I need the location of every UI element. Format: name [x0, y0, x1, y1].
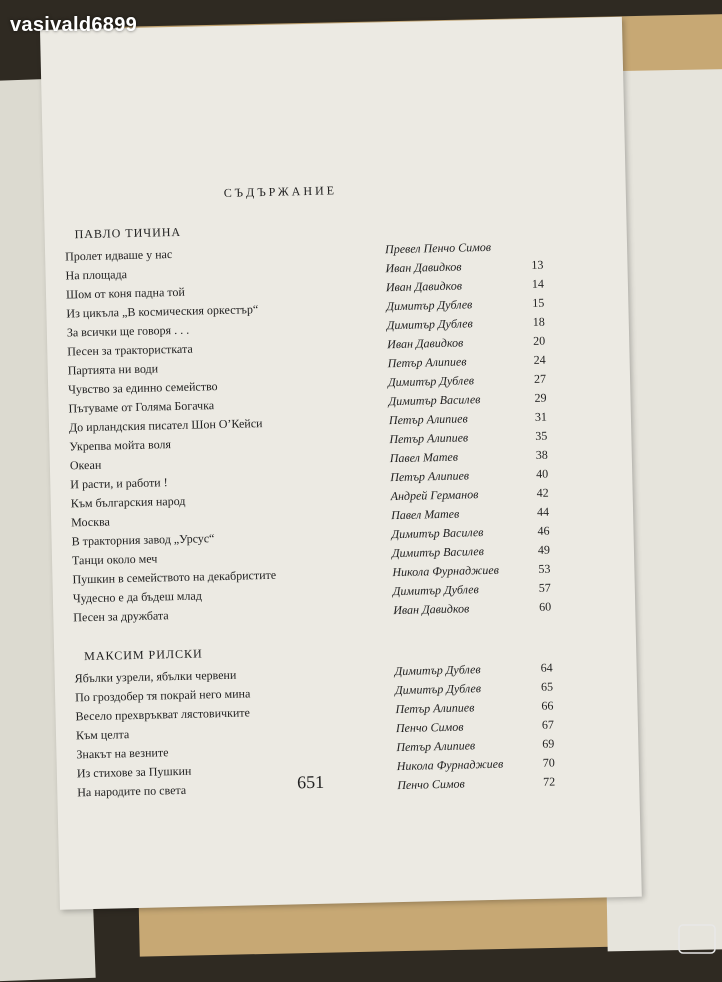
entry-title: На народите по света: [77, 782, 187, 800]
entry-translator: Никола Фурнаджиев: [396, 756, 504, 774]
entry-title: Укрепва мойта воля: [69, 437, 172, 454]
entry-translator: Пенчо Симов: [395, 719, 464, 736]
entry-page: 49: [537, 542, 551, 557]
entry-title: Танци около меч: [71, 551, 158, 568]
entry-translator: Петър Алипиев: [395, 700, 475, 717]
entry-page: 13: [531, 257, 544, 272]
entry-title: Песен за трактористката: [67, 341, 193, 359]
entry-translator: Иван Давидков: [385, 259, 462, 276]
entry-translator: Павел Матев: [389, 449, 459, 466]
entry-title: Москва: [71, 514, 111, 530]
entry-page: 24: [533, 352, 546, 367]
entry-translator: Димитър Дублев: [386, 316, 473, 333]
entry-page: 57: [538, 580, 551, 595]
entry-page: 64: [540, 660, 553, 675]
entry-translator: Петър Алипиев: [389, 430, 469, 447]
entry-page: 72: [543, 774, 556, 789]
entry-title: Шом от коня падна той: [65, 284, 185, 302]
entry-page: 18: [532, 314, 545, 329]
bazar-logo-icon: [678, 924, 716, 954]
entry-title: Песен за дружбата: [73, 608, 169, 625]
entry-page: 40: [536, 466, 549, 481]
entry-title: Из стихове за Пушкин: [76, 763, 192, 781]
entry-translator: Димитър Дублев: [394, 662, 481, 679]
entry-translator: Петър Алипиев: [390, 468, 470, 485]
entry-title: Към целта: [75, 727, 130, 743]
entry-page: 44: [536, 504, 550, 519]
section-author-heading: МАКСИМ РИЛСКИ: [84, 646, 203, 664]
entry-translator: Иван Давидков: [385, 278, 463, 295]
entry-translator: Иван Давидков: [387, 335, 464, 352]
entry-title: Из цикъла „В космическия оркестър“: [66, 302, 259, 321]
entry-translator: Димитър Дублев: [392, 582, 479, 599]
entry-page: 66: [541, 698, 554, 713]
entry-page: 35: [535, 428, 548, 443]
entry-translator: Петър Алипиев: [387, 354, 467, 371]
entry-title: Пролет идваше у нас: [64, 247, 173, 264]
entry-page: 29: [534, 390, 547, 405]
entry-title: Чувство за единно семейство: [68, 379, 218, 397]
entry-page: 15: [532, 295, 545, 310]
entry-page: 67: [541, 717, 555, 732]
book-page: [40, 17, 642, 910]
entry-title: На площада: [65, 267, 128, 283]
entry-translator: Димитър Василев: [391, 544, 485, 561]
toc-heading: СЪДЪРЖАНИЕ: [223, 183, 338, 200]
entry-page: 46: [537, 523, 550, 538]
entry-translator: Андрей Германов: [390, 487, 479, 504]
entry-title: За всички ще говоря . . .: [66, 322, 190, 340]
entry-page: 69: [542, 736, 555, 751]
section-author-heading: ПАВЛО ТИЧИНА: [74, 224, 182, 242]
entry-translator: Пенчо Симов: [397, 776, 465, 793]
entry-title: По гроздобер тя покрай него мина: [74, 686, 251, 705]
entry-translator: Димитър Дублев: [394, 681, 482, 698]
entry-title: Океан: [69, 457, 102, 473]
entry-page: 31: [534, 409, 548, 424]
entry-title: До ирландския писател Шон О’Кейси: [68, 416, 263, 435]
entry-page: 27: [533, 371, 547, 386]
entry-title: Партията ни води: [67, 361, 159, 378]
entry-translator: Димитър Дублев: [387, 373, 475, 390]
entry-title: Към българския народ: [70, 493, 186, 511]
page-number: 651: [296, 771, 325, 793]
entry-translator: Иван Давидков: [393, 601, 470, 618]
entry-page: 53: [538, 561, 551, 576]
entry-page: 20: [533, 333, 546, 348]
entry-page: 38: [535, 447, 548, 462]
bazar-logo: [678, 924, 716, 954]
entry-title: Чудесно е да бъдеш млад: [72, 588, 203, 606]
entry-translator: Павел Матев: [390, 506, 460, 523]
seller-watermark: vasivald6899: [10, 14, 138, 36]
entry-translator: Никола Фурнаджиев: [392, 562, 499, 580]
entry-translator: Петър Алипиев: [396, 738, 476, 755]
entry-page: 70: [542, 755, 555, 770]
entry-page: 42: [536, 485, 549, 500]
entry-translator: Димитър Василев: [388, 392, 481, 409]
entry-page: 14: [531, 276, 545, 291]
entry-title: И расти, и работи !: [70, 475, 168, 492]
entry-title: В тракторния завод „Урсус“: [71, 531, 215, 549]
entry-title: Ябълки узрели, ябълки червени: [74, 667, 237, 686]
entry-translator: Димитър Василев: [391, 525, 484, 542]
entry-title: Знакът на везните: [76, 745, 169, 762]
entry-translator: Петър Алипиев: [388, 411, 468, 428]
entry-page: 60: [539, 599, 552, 614]
entry-translator: Превел Пенчо Симов: [384, 239, 492, 257]
entry-translator: Димитър Дублев: [386, 297, 473, 314]
entry-title: Весело прехвръкват лястовичките: [75, 705, 251, 724]
entry-page: [515, 239, 543, 240]
entry-title: Пътуваме от Голяма Богачка: [68, 398, 215, 416]
entry-title: Пушкин в семейството на декабристите: [72, 567, 277, 587]
entry-page: 65: [540, 679, 554, 694]
